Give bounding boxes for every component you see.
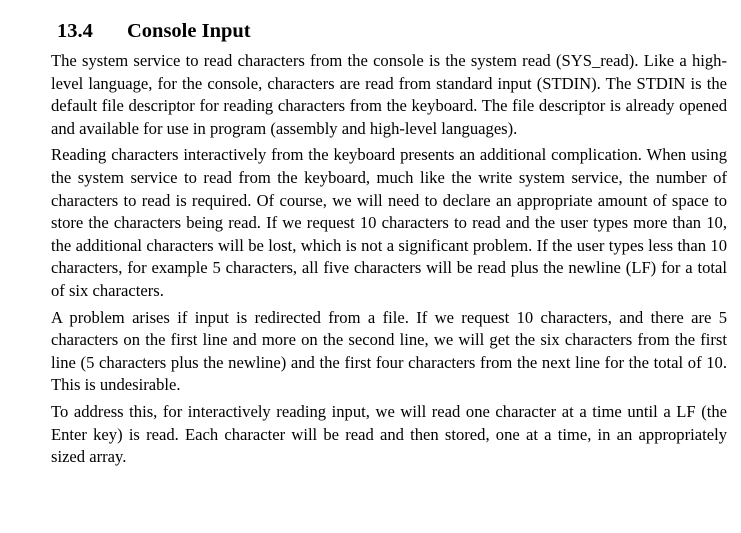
paragraph-2: Reading characters interactively from the keyboard presents an additional complication. When using the system service to read from the keyboard, much like the write system service, the number of characters to read is required. Of course, we will need to declare an appropriate amount of space to store the characters being read. If we request 10 characters to read and the user types more than 10, the additional characters will be lost, which is not a significant problem. If the user types less than 10 characters, for example 5 characters, all five characters will be read plus the newline (LF) for a total of six characters.: [51, 145, 727, 300]
section-number: 13.4: [57, 20, 93, 42]
paragraph-3: A problem arises if input is redirected from a file. If we request 10 characters, and there are 5 characters on the first line and more on the second line, we will get the six characters from the first line (5 characters plus the newline) and the first four characters from the next line for the total of 10. This is undesirable.: [51, 307, 727, 395]
paragraph-4: To address this, for interactively reading input, we will read one character at a time until a LF (the Enter key) is read. Each character will be read and then stored, one at a time, in an appropriately sized array.: [51, 401, 727, 467]
section-title: Console Input: [127, 20, 251, 42]
section-heading: [57, 18, 727, 44]
paragraph-1: The system service to read characters from the console is the system read (SYS_read). Like a high-level language, for the console, characters are read from standard input (STDIN). The STDIN is the default file descriptor for reading characters from the keyboard. The file descriptor is already opened and available for use in program (assembly and high-level languages).: [51, 51, 727, 138]
